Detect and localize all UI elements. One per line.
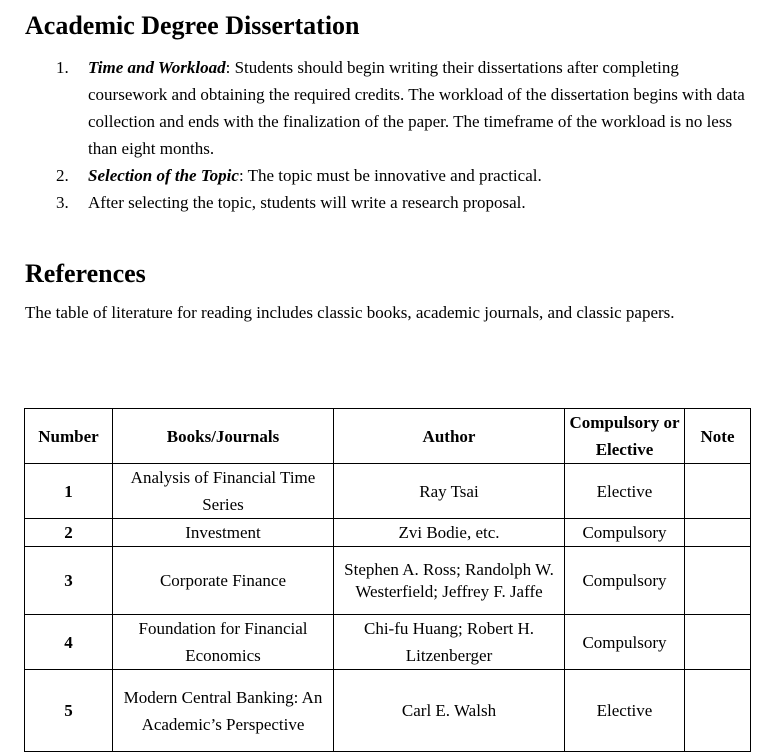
cell-author: Chi-fu Huang; Robert H. Litzenberger: [334, 615, 565, 670]
page-title: Academic Degree Dissertation: [25, 11, 360, 40]
cell-type: Elective: [565, 464, 685, 519]
list-item-text: : Students should begin writing their dissertations after completing coursework and obtaining the required credits. The workload of the dissertation begins with data collection and ends with the finalization of the paper. The timeframe of the workload is no less than eight months.: [88, 58, 745, 158]
references-intro: The table of literature for reading includes classic books, academic journals, and classic papers.: [25, 303, 675, 322]
cell-number: 1: [25, 464, 113, 519]
list-item-label: Selection of the Topic: [88, 166, 239, 185]
cell-type: Compulsory: [565, 547, 685, 615]
header-author: Author: [334, 409, 565, 464]
header-books-journals: Books/Journals: [113, 409, 334, 464]
cell-type: Compulsory: [565, 615, 685, 670]
table-row: [25, 670, 751, 752]
cell-number: 3: [25, 547, 113, 615]
cell-title: Foundation for Financial Economics: [113, 615, 334, 670]
list-number: 2.: [56, 166, 69, 185]
cell-title: Modern Central Banking: An Academic’s Perspective: [113, 670, 334, 752]
table-row: [25, 547, 751, 615]
cell-type: Elective: [565, 670, 685, 752]
cell-author: Stephen A. Ross; Randolph W. Westerfield; Jeffrey F. Jaffe: [334, 547, 565, 615]
list-item: [56, 162, 756, 189]
list-number: 1.: [56, 58, 69, 77]
list-item-label: Time and Workload: [88, 58, 226, 77]
cell-note: [685, 615, 751, 670]
requirements-list: [56, 54, 756, 216]
cell-title: Analysis of Financial Time Series: [113, 464, 334, 519]
list-item: [56, 189, 756, 216]
cell-note: [685, 519, 751, 547]
cell-note: [685, 547, 751, 615]
cell-number: 2: [25, 519, 113, 547]
cell-title: Corporate Finance: [113, 547, 334, 615]
references-heading: References: [25, 259, 146, 288]
cell-note: [685, 464, 751, 519]
table-header-row: [25, 409, 751, 464]
table-row: [25, 615, 751, 670]
table-row: [25, 464, 751, 519]
cell-note: [685, 670, 751, 752]
cell-type: Compulsory: [565, 519, 685, 547]
cell-title: Investment: [113, 519, 334, 547]
list-item: [56, 54, 756, 162]
cell-author: Ray Tsai: [334, 464, 565, 519]
cell-author: Zvi Bodie, etc.: [334, 519, 565, 547]
header-note: Note: [685, 409, 751, 464]
list-item-text: After selecting the topic, students will write a research proposal.: [88, 193, 526, 212]
header-compulsory-elective: Compulsory or Elective: [565, 409, 685, 464]
list-item-text: : The topic must be innovative and practical.: [238, 166, 542, 185]
cell-number: 5: [25, 670, 113, 752]
cell-number: 4: [25, 615, 113, 670]
header-number: Number: [25, 409, 113, 464]
list-number: 3.: [56, 193, 69, 212]
references-table: [24, 408, 751, 752]
cell-author: Carl E. Walsh: [334, 670, 565, 752]
table-row: [25, 519, 751, 547]
